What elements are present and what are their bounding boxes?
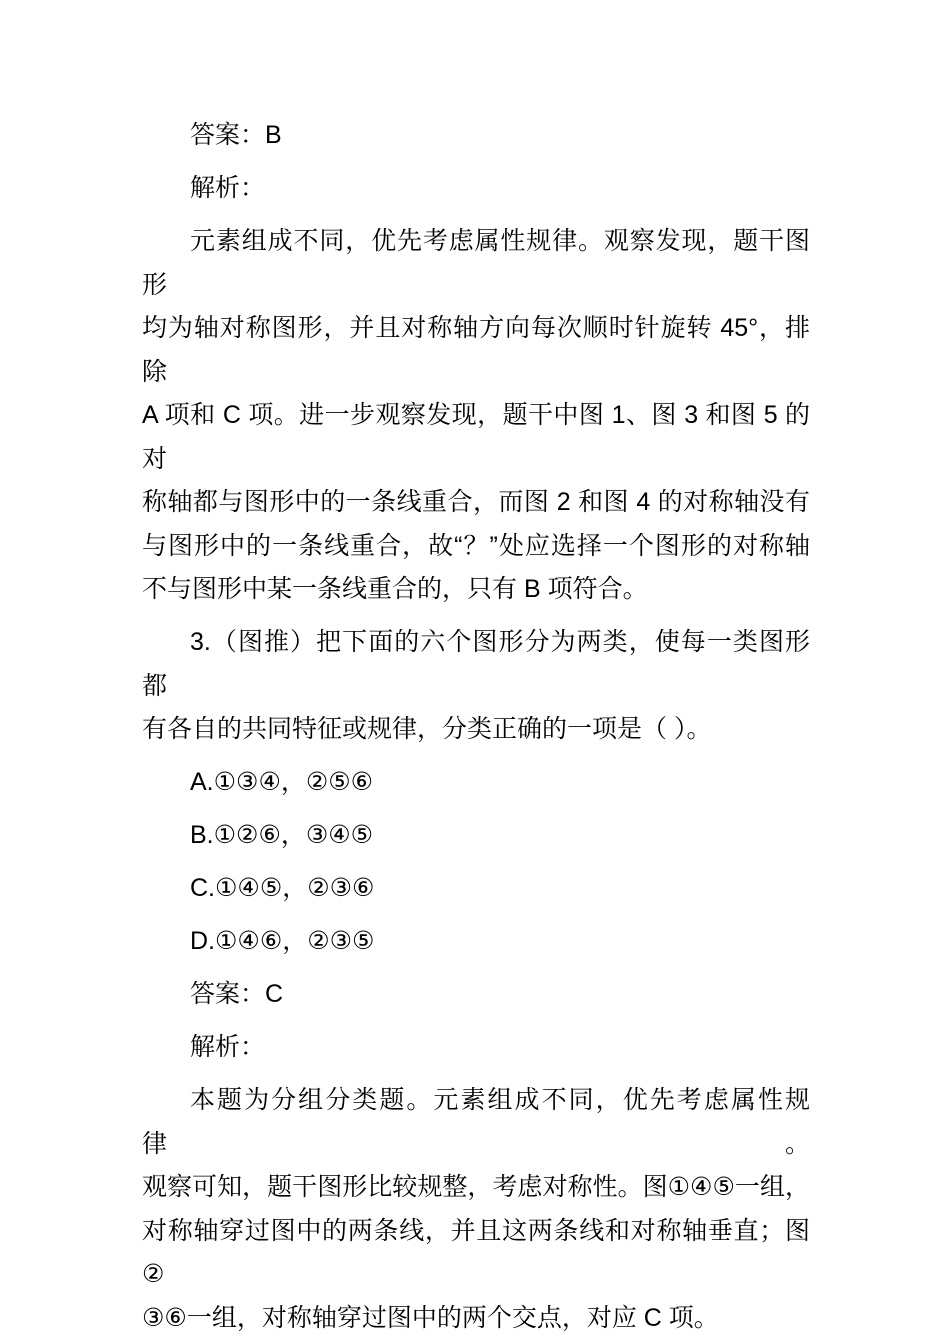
analysis-line: ③⑥一组，对称轴穿过图中的两个交点，对应 C 项。	[142, 1297, 810, 1340]
question-stem-line: 3.（图推）把下面的六个图形分为两类，使每一类图形都	[142, 621, 810, 708]
option-d: D.①④⑥，②③⑤	[142, 920, 810, 964]
analysis-line: 本题为分组分类题。元素组成不同，优先考虑属性规律。	[142, 1079, 810, 1166]
analysis-line: 对称轴穿过图中的两条线，并且这两条线和对称轴垂直；图②	[142, 1210, 810, 1297]
document-page	[142, 114, 810, 1340]
answer-line-b: 答案：B	[142, 114, 810, 158]
analysis-heading: 解析：	[142, 1026, 810, 1070]
analysis-line: 与图形中的一条线重合，故“？”处应选择一个图形的对称轴	[142, 525, 810, 569]
analysis-line: A 项和 C 项。进一步观察发现，题干中图 1、图 3 和图 5 的对	[142, 394, 810, 481]
analysis-line: 观察可知，题干图形比较规整，考虑对称性。图①④⑤一组，	[142, 1166, 810, 1210]
analysis-line: 元素组成不同，优先考虑属性规律。观察发现，题干图形	[142, 220, 810, 307]
option-b: B.①②⑥，③④⑤	[142, 814, 810, 858]
option-c: C.①④⑤，②③⑥	[142, 867, 810, 911]
analysis-line: 不与图形中某一条线重合的，只有 B 项符合。	[142, 568, 810, 612]
analysis-line: 均为轴对称图形，并且对称轴方向每次顺时针旋转 45°，排除	[142, 307, 810, 394]
analysis-line: 称轴都与图形中的一条线重合，而图 2 和图 4 的对称轴没有	[142, 481, 810, 525]
option-a: A.①③④，②⑤⑥	[142, 761, 810, 805]
question-stem-line: 有各自的共同特征或规律，分类正确的一项是（ ）。	[142, 708, 810, 752]
analysis-heading: 解析：	[142, 167, 810, 211]
answer-line-c: 答案：C	[142, 973, 810, 1017]
